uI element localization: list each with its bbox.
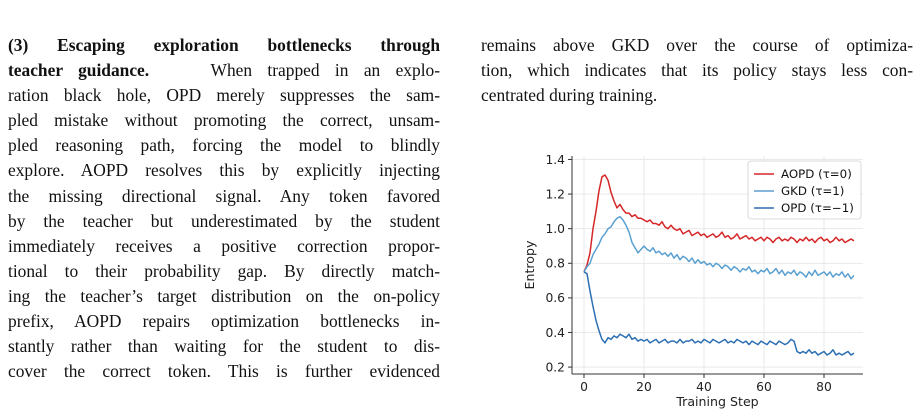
x-tick-label: 80: [816, 380, 832, 394]
paragraph-line: remains above GKD over the course of optimiza-: [481, 35, 913, 55]
left-column: [8, 33, 440, 384]
paragraph-line: tion, which indicates that its policy stays less con-: [481, 60, 913, 81]
paragraph-line: explore. AOPD resolves this by explicitly injecting: [8, 160, 440, 181]
entropy-figure: [520, 146, 880, 411]
paragraph-line: tional to their probability gap. By directly match-: [8, 260, 440, 281]
y-tick-label: 0.2: [545, 360, 565, 375]
y-axis-label: Entropy: [522, 240, 537, 290]
y-tick-label: 1.4: [545, 152, 565, 167]
x-axis-label: Training Step: [676, 394, 759, 409]
paragraph-line: [8, 58, 440, 83]
paragraph-line: ing the teacher’s target distribution on the on-policy: [8, 285, 440, 306]
series-line-2: [584, 272, 854, 355]
y-tick-label: 0.8: [545, 256, 565, 271]
paragraph-line: pled mistake without promoting the correct, unsam-: [8, 110, 440, 131]
series-line-1: [584, 217, 854, 279]
paragraph-line: pled reasoning path, forcing the model to blindly: [8, 135, 440, 156]
paragraph-line: stantly rather than waiting for the student to dis-: [8, 336, 440, 357]
paragraph-heading-end: teacher guidance.: [8, 60, 150, 81]
paragraph-line: ration black hole, OPD merely suppresses the sam-: [8, 85, 440, 106]
paragraph-line: centrated during training.: [481, 85, 658, 106]
x-tick-label: 60: [756, 380, 772, 394]
x-tick-label: 0: [580, 380, 588, 394]
paragraph-line: by the teacher but underestimated by the student: [8, 210, 440, 231]
paragraph-line: prefix, AOPD repairs optimization bottlenecks in-: [8, 311, 440, 332]
y-tick-label: 1.2: [545, 187, 565, 202]
right-column: [481, 33, 913, 108]
legend-label: AOPD (τ=0): [781, 167, 852, 181]
y-tick-label: 0.6: [545, 291, 565, 306]
x-tick-label: 40: [696, 380, 712, 394]
paragraph-heading-line: (3) Escaping exploration bottlenecks through: [8, 35, 440, 55]
entropy-chart: [520, 146, 880, 411]
paragraph-line: cover the correct token. This is further evidenced: [8, 361, 440, 382]
x-tick-label: 20: [636, 380, 652, 394]
legend-label: OPD (τ=−1): [781, 201, 854, 215]
paragraph-line: the missing directional signal. Any token favored: [8, 185, 440, 206]
y-tick-label: 1.0: [545, 221, 565, 236]
paragraph-text: When trapped in an explo-: [210, 60, 441, 81]
paragraph-line: immediately receives a positive correction propor-: [8, 235, 440, 256]
legend-label: GKD (τ=1): [781, 184, 845, 198]
y-tick-label: 0.4: [545, 325, 565, 340]
